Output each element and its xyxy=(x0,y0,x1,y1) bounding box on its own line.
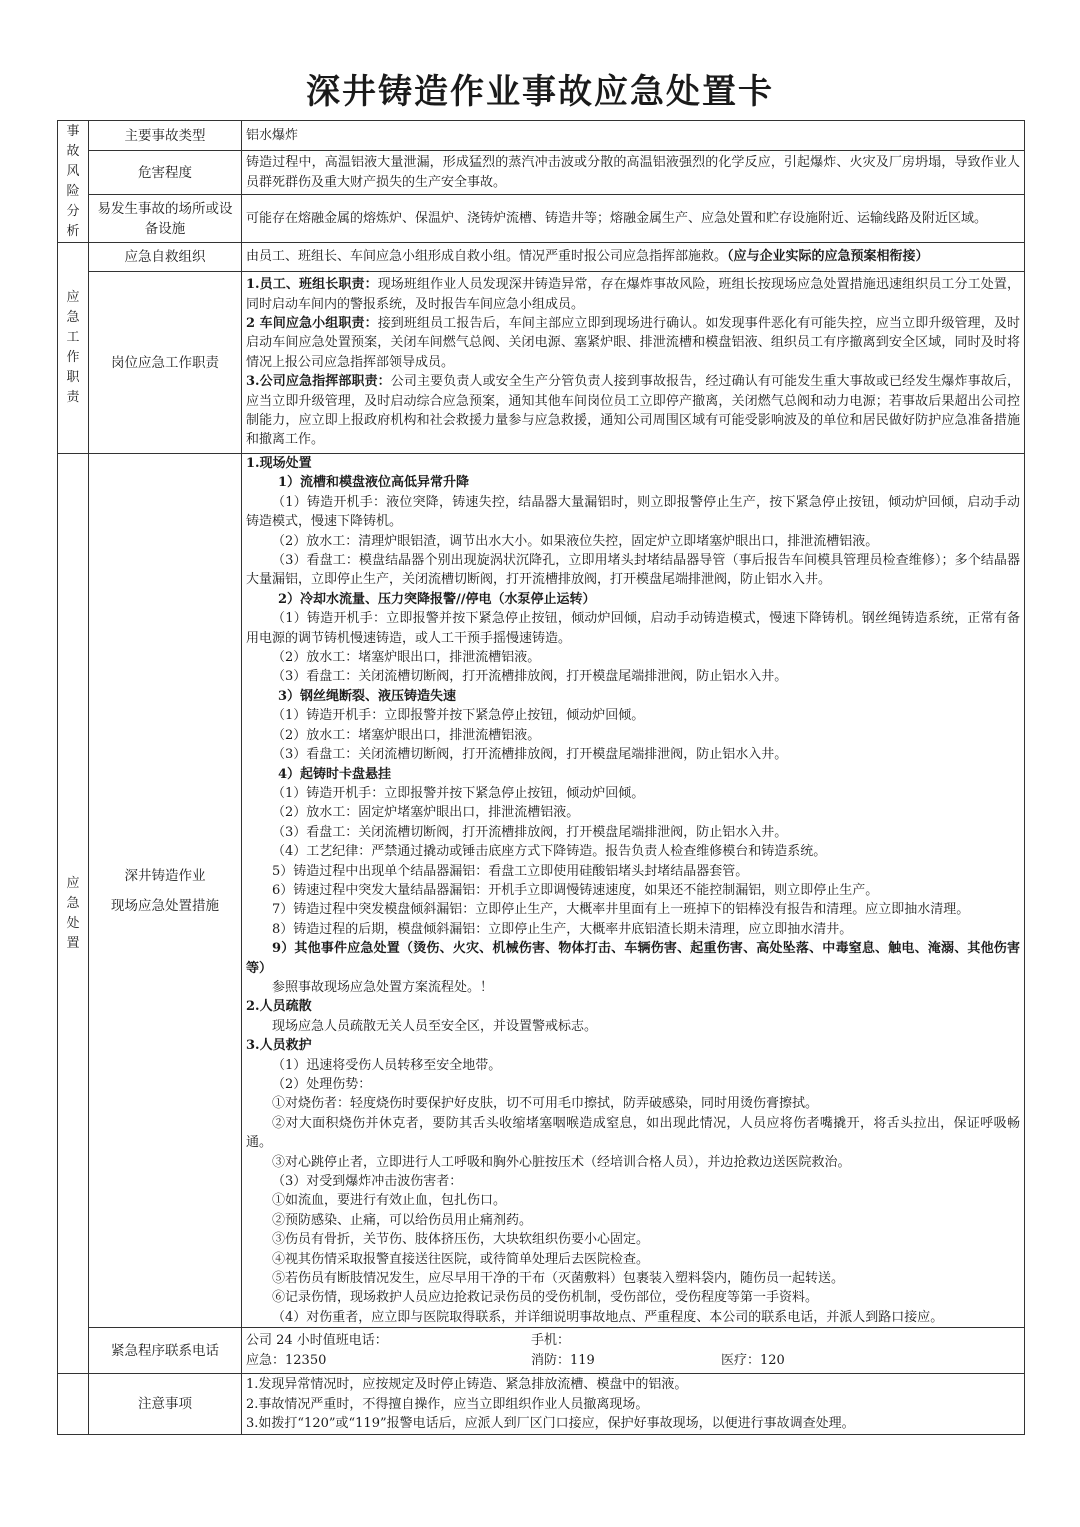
measure-line: 6）铸速过程中突发大量结晶器漏铝：开机手立即调慢铸速速度，如果还不能控制漏铝，则立即停止生产。 xyxy=(272,882,879,898)
contacts-value xyxy=(242,1328,1025,1374)
note-item: 2.事故情况严重时，不得擅自操作，应当立即组织作业人员撤离现场。 xyxy=(246,1396,649,1412)
emergency-card-table xyxy=(57,120,1025,1435)
measure-line: ⑥记录伤情，现场救护人员应边抢救记录伤员的受伤机制，受伤部位，受伤程度等第一手资料。 xyxy=(272,1290,819,1306)
row-self-rescue xyxy=(58,243,1025,272)
measure-line: 参照事故现场应急处置方案流程处。！ xyxy=(272,979,494,995)
hazard-label: 危害程度 xyxy=(89,151,242,195)
measure-line: （1）铸造开机手：液位突降，铸速失控，结晶器大量漏铝时，则立即报警停止生产，按下紧急停止按钮，倾动炉回倾，启动手动铸造模式，慢速下降铸机。 xyxy=(246,494,1020,530)
row-hazard xyxy=(58,151,1025,195)
self-rescue-text: 由员工、班组长、车间应急小组形成自救小组。情况严重时报公司应急指挥部施救。 xyxy=(246,249,728,265)
measure-heading: 3）钢丝绳断裂、液压铸造失速 xyxy=(278,688,457,704)
label-char: 分 xyxy=(66,203,80,219)
measure-heading: 1）流槽和模盘液位高低异常升降 xyxy=(278,475,470,491)
duty-item xyxy=(246,275,1020,314)
measure-heading: 9）其他事件应急处置（烫伤、火灾、机械伤害、物体打击、车辆伤害、起重伤害、高处坠落、中毒窒息、触电、淹溺、其他伤害等） xyxy=(246,941,1020,976)
row-measures xyxy=(58,454,1025,1328)
label-char: 作 xyxy=(66,350,80,365)
label-char: 应 xyxy=(66,875,80,891)
section-disposal-label xyxy=(58,454,89,1374)
measure-line: （3）看盘工：关闭流槽切断阀，打开流槽排放阀，打开模盘尾端排泄阀，防止铝水入井。 xyxy=(272,747,788,763)
measure-line: 7）铸造过程中突发模盘倾斜漏铝：立即停止生产，大概率井里面有上一班掉下的铝棒没有报告和清理。应立即抽水清理。 xyxy=(272,902,970,918)
measure-line: （1）迅速将受伤人员转移至安全地带。 xyxy=(272,1057,502,1073)
note-item: 3.如拨打“120”或“119”报警电话后，应派人到厂区门口接应，保护好事故现场，以便进行事故调查处理。 xyxy=(246,1415,855,1431)
duty-item-text: 接到班组员工报告后，车间主部应立即到现场进行确认。如发现事件恶化有可能失控，应当立即升级管理，及时启动车间应急处置预案，关闭车间燃气总阀、关闭电源、塞紧炉眼、排泄流槽和模盘铝液、组织员工有序撤离到安全区域，同时及时将情况上报公司应急指挥部领导成员。 xyxy=(246,315,1020,370)
label-char: 急 xyxy=(66,310,80,325)
measure-line: ②对大面积烧伤并休克者，要防其舌头收缩堵塞咽喉造成窒息，如出现此情况，人员应将伤者嘴撬开，将舌头拉出，保证呼吸畅通。 xyxy=(246,1115,1020,1151)
measure-line: （2）放水工：堵塞炉眼出口，排泄流槽铝液。 xyxy=(272,650,541,666)
company-hotline: 公司 24 小时值班电话： xyxy=(246,1333,388,1349)
label-char: 置 xyxy=(66,935,80,951)
measure-line: （4）工艺纪律：严禁通过撬动或锤击底座方式下降铸造。报告负责人检查维修模台和铸造系统。 xyxy=(272,844,827,860)
label-char: 急 xyxy=(66,895,80,911)
label-char: 责 xyxy=(66,390,80,405)
measures-value xyxy=(242,454,1025,1328)
section-risk-analysis-label xyxy=(58,121,89,243)
measure-line: ①如流血，要进行有效止血，包扎伤口。 xyxy=(272,1193,507,1209)
measure-line: （2）放水工：堵塞炉眼出口，排泄流槽铝液。 xyxy=(272,727,541,743)
measure-line: （3）看盘工：关闭流槽切断阀，打开流槽排放阀，打开模盘尾端排泄阀，防止铝水入井。 xyxy=(272,824,788,840)
measure-line: （1）铸造开机手：立即报警并按下紧急停止按钮，倾动炉回倾，启动手动铸造模式，慢速下降铸机。钢丝绳铸造系统，正常有备用电源的调节铸机慢速铸造，或人工干预手摇慢速铸造。 xyxy=(246,611,1020,646)
measure-line: 8）铸造过程的后期，模盘倾斜漏铝：立即停止生产，大概率井底铝渣长期未清理，应立即抽水清井。 xyxy=(272,921,853,937)
contacts-line-1 xyxy=(246,1331,1020,1350)
measure-heading: 3.人员救护 xyxy=(246,1038,312,1054)
measure-line: （2）处理伤势： xyxy=(272,1077,372,1092)
measure-heading: 2.人员疏散 xyxy=(246,999,312,1015)
page-title: 深井铸造作业事故应急处置卡 xyxy=(306,72,774,112)
measures-label xyxy=(89,454,242,1328)
measure-line: ④视其伤情采取报警直接送往医院，或待简单处理后去医院检查。 xyxy=(272,1251,650,1267)
label-char: 工 xyxy=(66,330,80,345)
duties-value xyxy=(242,272,1025,454)
measure-line: （2）放水工：清理炉眼铝渣，调节出水大小。如果液位失控，固定炉立即堵塞炉眼出口，排泄流槽铝液。 xyxy=(272,533,879,549)
section-duty-label xyxy=(58,243,89,454)
accident-type-label: 主要事故类型 xyxy=(89,121,242,151)
contacts-line-2 xyxy=(246,1351,1020,1370)
label-char: 应 xyxy=(66,290,80,305)
measure-line: ①对烧伤者：轻度烧伤时要保护好皮肤，切不可用毛巾擦拭，防弄破感染，同时用烫伤膏擦拭。 xyxy=(272,1096,819,1112)
fire-phone: 消防：119 xyxy=(531,1352,595,1368)
row-notes xyxy=(58,1374,1025,1435)
measure-heading: 2）冷却水流量、压力突降报警//停电（水泵停止运转） xyxy=(278,591,596,607)
location-label-line1: 易发生事故的场所或设 xyxy=(97,200,233,217)
notes-label: 注意事项 xyxy=(89,1374,242,1435)
measure-line: （3）看盘工：关闭流槽切断阀，打开流槽排放阀，打开模盘尾端排泄阀，防止铝水入井。 xyxy=(272,669,788,685)
notes-value xyxy=(242,1374,1025,1435)
location-value: 可能存在熔融金属的熔炼炉、保温炉、浇铸炉流槽、铸造井等；熔融金属生产、应急处置和贮存设施附近、运输线路及附近区域。 xyxy=(242,195,1025,243)
accident-type-value: 铝水爆炸 xyxy=(242,121,1025,151)
mobile-phone: 手机： xyxy=(531,1333,571,1349)
note-item: 1.发现异常情况时，应按规定及时停止铸造、紧急排放流槽、模盘中的铝液。 xyxy=(246,1377,688,1393)
label-char: 职 xyxy=(66,370,80,385)
measure-heading: 4）起铸时卡盘悬挂 xyxy=(278,766,392,782)
measures-label-line1: 深井铸造作业 xyxy=(124,867,206,884)
self-rescue-value xyxy=(242,243,1025,272)
measure-line: 5）铸造过程中出现单个结晶器漏铝：看盘工立即使用硅酸铝堵头封堵结晶器套管。 xyxy=(272,863,749,879)
self-rescue-label: 应急自救组织 xyxy=(89,243,242,272)
label-char: 故 xyxy=(66,143,80,159)
label-char: 析 xyxy=(66,223,80,239)
location-label-line2: 备设施 xyxy=(144,220,186,237)
measure-heading: 1.现场处置 xyxy=(246,456,312,471)
self-rescue-note: （应与企业实际的应急预案相衔接） xyxy=(727,249,929,265)
label-char: 事 xyxy=(66,123,80,139)
label-spacer xyxy=(93,886,237,896)
measures-label-line2: 现场应急处置措施 xyxy=(111,897,219,914)
duties-label: 岗位应急工作职责 xyxy=(89,272,242,454)
location-label xyxy=(89,195,242,243)
measure-line: （1）铸造开机手：立即报警并按下紧急停止按钮，倾动炉回倾。 xyxy=(272,785,645,801)
duty-item xyxy=(246,372,1020,450)
contacts-label: 紧急程序联系电话 xyxy=(89,1328,242,1374)
measure-line: ⑤若伤员有断肢情况发生，应尽早用干净的干布（灭菌敷料）包裹装入塑料袋内，随伤员一起转送。 xyxy=(272,1271,845,1287)
measure-line: ③伤员有骨折，关节伤、肢体挤压伤，大块软组织伤要小心固定。 xyxy=(272,1232,650,1248)
row-accident-type xyxy=(58,121,1025,151)
duty-item-head: 1.员工、班组长职责： xyxy=(246,277,378,293)
duty-item-text: 公司主要负责人或安全生产分管负责人接到事故报告，经过确认有可能发生重大事故或已经发生爆炸事故后，应当立即升级管理，及时启动综合应急预案，通知其他车间岗位员工立即停产撤离，关闭燃气总阀和动力电源；若事故后果超出公司控制能力，应立即上报政府机构和社会救援力量参与应急救援，通知公司周围区域有可能受影响波及的单位和居民做好防护应急准备措施和撤离工作。 xyxy=(246,374,1020,448)
label-char: 处 xyxy=(66,915,80,931)
row-location xyxy=(58,195,1025,243)
measure-line: （1）铸造开机手：立即报警并按下紧急停止按钮，倾动炉回倾。 xyxy=(272,708,645,724)
measure-line: 现场应急人员疏散无关人员至安全区，并设置警戒标志。 xyxy=(272,1018,598,1034)
label-char: 险 xyxy=(66,183,80,199)
row-duties xyxy=(58,272,1025,454)
label-char: 风 xyxy=(66,163,80,179)
emergency-phone: 应急：12350 xyxy=(246,1352,327,1368)
measure-line: （3）看盘工：模盘结晶器个别出现旋涡状沉降孔，立即用堵头封堵结晶器导管（事后报告车间模具管理员检查维修）；多个结晶器大量漏铝，立即停止生产，关闭流槽切断阀，打开流槽排放阀，打开模盘尾端排泄阀，防止铝水入井。 xyxy=(246,553,1020,588)
medical-phone: 医疗：120 xyxy=(721,1352,785,1368)
measure-line: （2）放水工：固定炉堵塞炉眼出口，排泄流槽铝液。 xyxy=(272,805,580,821)
measure-line: ③对心跳停止者，立即进行人工呼吸和胸外心脏按压术（经培训合格人员），并边抢救边送医院救治。 xyxy=(272,1154,851,1170)
measure-line: ②预防感染、止痛，可以给伤员用止痛剂药。 xyxy=(272,1212,533,1228)
duty-item-head: 2 车间应急小组职责： xyxy=(246,315,378,331)
notes-category-empty xyxy=(58,1374,89,1435)
measure-line: （4）对伤重者，应立即与医院取得联系，并详细说明事故地点、严重程度、本公司的联系电话，并派人到路口接应。 xyxy=(272,1309,944,1325)
duty-item xyxy=(246,314,1020,372)
hazard-value: 铸造过程中，高温铝液大量泄漏，形成猛烈的蒸汽冲击波或分散的高温铝液强烈的化学反应，引起爆炸、火灾及厂房坍塌，导致作业人员群死群伤及重大财产损失的生产安全事故。 xyxy=(242,151,1025,195)
duty-item-head: 3.公司应急指挥部职责： xyxy=(246,374,391,390)
row-contacts xyxy=(58,1328,1025,1374)
duty-item-text: 现场班组作业人员发现深井铸造异常，存在爆炸事故风险，班组长按现场应急处置措施迅速组织员工分工处置，同时启动车间内的警报系统，及时报告车间应急小组成员。 xyxy=(246,277,1020,312)
measure-line: （3）对受到爆炸冲击波伤害者： xyxy=(272,1174,463,1190)
